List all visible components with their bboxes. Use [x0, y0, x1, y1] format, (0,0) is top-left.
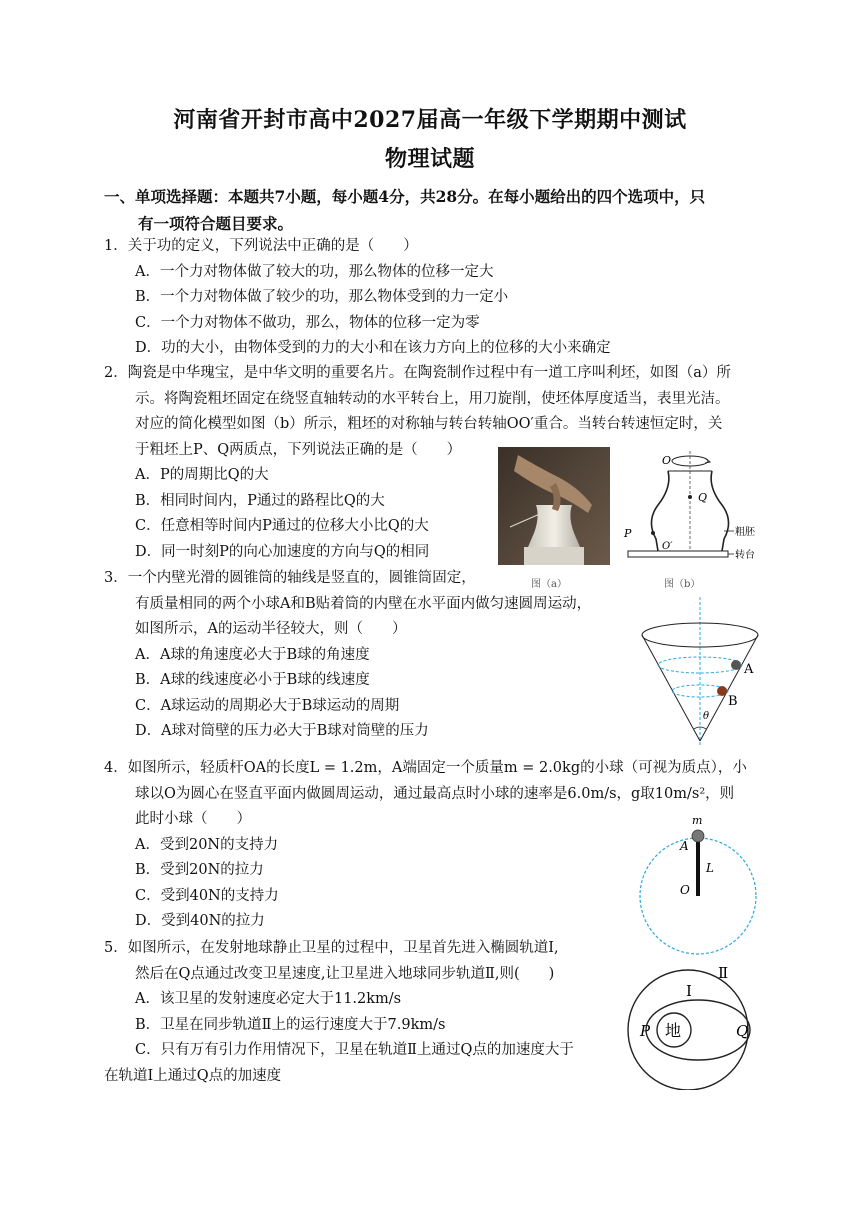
exam-subtitle: 物理试题: [384, 146, 475, 172]
question-4-stem-line2: 球以O为圆心在竖直平面内做圆周运动，通过最高点时小球的速率是6.0m/s，g取10m/s²，则: [135, 785, 735, 802]
label-q: Q: [736, 1022, 749, 1040]
question-4-stem-line1: 4．如图所示，轻质杆OA的长度L = 1.2m，A端固定一个质量m = 2.0kg的小球（可视为质点），小: [104, 760, 747, 776]
section-heading-line2: 有一项符合题目要求。: [138, 214, 294, 233]
question-1-option-c: C．一个力对物体不做功，那么，物体的位移一定为零: [135, 314, 480, 331]
figure-b-caption: 图（b）: [664, 579, 701, 590]
question-4-stem-line3: 此时小球（ ）: [135, 811, 251, 827]
question-5-stem-line2: 然后在Q点通过改变卫星速度,让卫星进入地球同步轨道Ⅱ,则( ): [135, 965, 555, 982]
question-4-option-c: C．受到40N的支持力: [135, 887, 279, 904]
question-2-stem-line4: 于粗坯上P、Q两质点，下列说法正确的是（ ）: [135, 441, 462, 458]
question-5-option-a: A．该卫星的发射速度必定大于11.2km/s: [135, 991, 402, 1007]
label-theta: θ: [703, 711, 710, 722]
question-3-stem-line3: 如图所示，A的运动半径较大，则（ ）: [135, 621, 407, 637]
question-1: [104, 234, 764, 362]
question-3-option-c: C．A球运动的周期必大于B球运动的周期: [135, 697, 400, 714]
question-5: [104, 936, 624, 1089]
question-5-stem-line1: 5．如图所示，在发射地球静止卫星的过程中，卫星首先进入椭圆轨道Ⅰ,: [104, 940, 559, 956]
section-heading: [104, 183, 764, 237]
label-orbit-2: Ⅱ: [718, 964, 729, 982]
label-earth: 地: [665, 1021, 682, 1040]
label-a: A: [680, 839, 689, 853]
question-2-option-c: C．任意相等时间内P通过的位移大小比Q的大: [135, 518, 429, 534]
question-1-stem: 1．关于功的定义，下列说法中正确的是（ ）: [104, 238, 418, 254]
rod-circle-diagram: [634, 810, 766, 962]
question-2-option-b: B．相同时间内，P通过的路程比Q的大: [135, 492, 385, 509]
turntable: [628, 551, 728, 557]
exam-title: 河南省开封市高中2027届高一年级下学期期中测试: [173, 107, 687, 133]
label-ball-a: A: [744, 662, 754, 677]
question-3-stem-line2: 有质量相同的两个小球A和B贴着筒的内壁在水平面内做匀速圆周运动，: [135, 595, 592, 612]
label-ball-b: B: [728, 694, 738, 709]
question-1-option-a: A．一个力对物体做了较大的功，那么物体的位移一定大: [135, 263, 494, 280]
label-q: Q: [698, 491, 708, 504]
label-o-bottom: O′: [662, 541, 673, 552]
pottery-photo: [498, 447, 610, 565]
question-4-option-a: A．受到20N的支持力: [135, 836, 279, 853]
question-2-stem-line1: 2．陶瓷是中华瑰宝，是中华文明的重要名片。在陶瓷制作过程中有一道工序叫利坯，如图（a）所: [104, 365, 731, 381]
figure-a-caption: 图（a）: [531, 579, 567, 590]
label-l: L: [706, 861, 714, 875]
question-3-option-d: D．A球对筒壁的压力必大于B球对筒壁的压力: [135, 723, 429, 739]
label-p: P: [640, 1022, 651, 1040]
orbit-diagram: [606, 962, 766, 1090]
ball-b: [717, 686, 727, 696]
question-1-option-b: B．一个力对物体做了较少的功，那么物体受到的力一定小: [135, 289, 509, 305]
question-2-option-d: D．同一时刻P的向心加速度的方向与Q的相同: [135, 543, 430, 560]
point-p: [651, 531, 655, 535]
label-m: m: [692, 814, 703, 827]
section-heading-line1: 一、单项选择题：本题共7小题，每小题4分，共28分。在每小题给出的四个选项中，只: [104, 187, 706, 206]
question-3: [104, 566, 664, 745]
question-5-option-b: B．卫星在同步轨道Ⅱ上的运行速度大于7.9km/s: [135, 1016, 446, 1033]
label-orbit-1: Ⅰ: [686, 982, 692, 1000]
ball-m: [692, 830, 704, 842]
question-2-option-a: A．P的周期比Q的大: [135, 467, 269, 483]
question-5-option-c-line1: C．只有万有引力作用情况下，卫星在轨道Ⅱ上通过Q点的加速度大于: [135, 1042, 574, 1058]
point-q: [688, 495, 692, 499]
label-o: O: [680, 883, 690, 897]
label-turntable: 转台: [735, 550, 755, 561]
question-2-stem-line3: 对应的简化模型如图（b）所示，粗坯的对称轴与转台转轴OO′重合。当转台转速恒定时，关: [135, 416, 723, 432]
question-3-option-a: A．A球的角速度必大于B球的角速度: [135, 646, 370, 663]
orbit-1: [646, 1000, 750, 1060]
vase-model-diagram: [618, 447, 763, 569]
label-blank: 粗胚: [735, 527, 755, 538]
label-o-top: O: [662, 454, 672, 467]
question-5-option-c-line2: 在轨道Ⅰ上通过Q点的加速度: [104, 1067, 282, 1084]
question-3-option-b: B．A球的线速度必小于B球的线速度: [135, 672, 370, 688]
label-p: P: [624, 527, 632, 540]
cone-diagram: [634, 595, 766, 747]
ball-a: [731, 660, 741, 670]
question-3-stem-line1: 3．一个内壁光滑的圆锥筒的轴线是竖直的，圆锥筒固定，: [104, 570, 476, 586]
question-4-option-d: D．受到40N的拉力: [135, 913, 265, 929]
question-1-option-d: D．功的大小，由物体受到的力的大小和在该力方向上的位移的大小来确定: [135, 340, 611, 356]
question-2-stem-line2: 示。将陶瓷粗坯固定在绕竖直轴转动的水平转台上，用刀旋削，使坯体厚度适当，表里光洁。: [135, 390, 730, 407]
question-4-option-b: B．受到20N的拉力: [135, 862, 264, 878]
